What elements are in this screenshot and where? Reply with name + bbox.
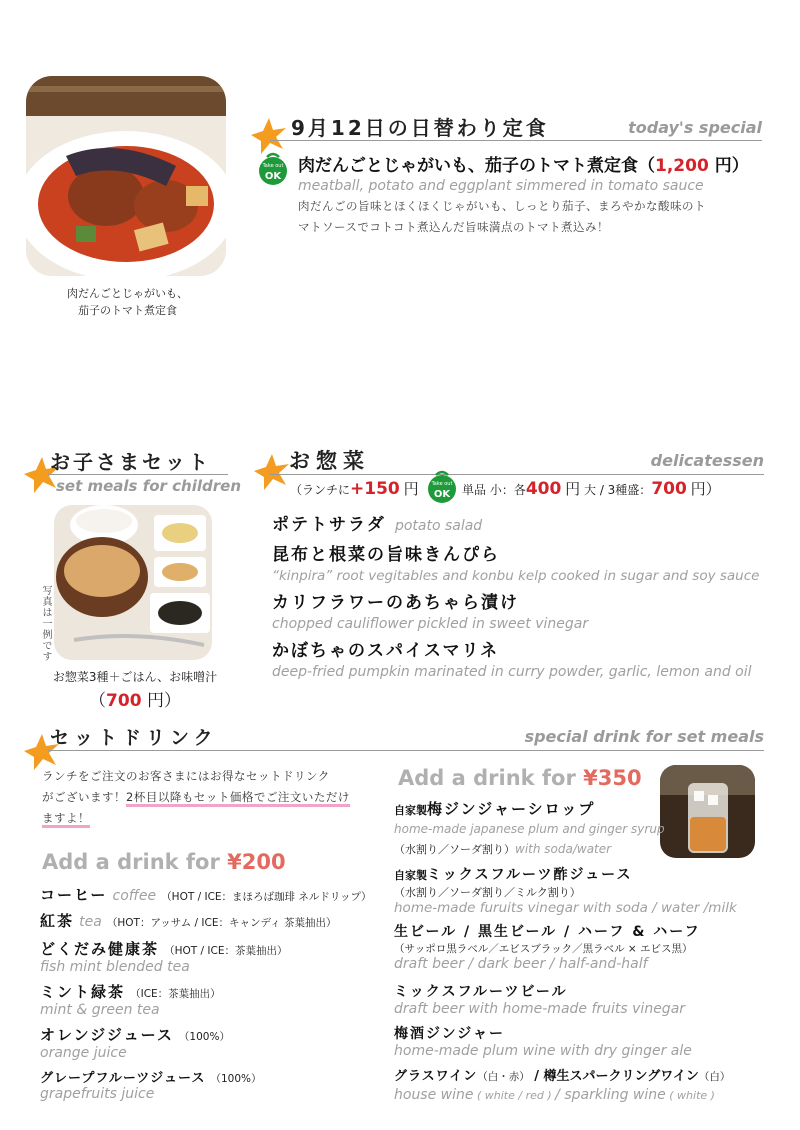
takeout-ok-icon	[427, 469, 457, 505]
drink-note: （水割り／ソーダ割り）	[394, 843, 515, 856]
daily-title: 9月12日の日替わり定食	[291, 116, 549, 140]
deli-price-detail	[462, 478, 721, 499]
list-item	[40, 938, 390, 981]
deli-lunch-prefix: （ランチに	[290, 483, 351, 497]
takeout-ok-icon	[258, 151, 288, 187]
drink-350-list	[394, 798, 774, 1107]
daily-dish-photo	[26, 76, 226, 276]
drinks-intro-line2b: 2杯目以降もセット価格でご注文いただけ	[126, 790, 350, 807]
add-350-price: ¥350	[583, 766, 642, 790]
kids-set-photo	[54, 505, 212, 660]
drink-en-inline: coffee	[112, 888, 157, 904]
list-item	[40, 1024, 390, 1067]
deli-item-en: potato salad	[394, 518, 483, 534]
drink-en: draft beer with home-made fruits vinegar	[394, 1001, 686, 1017]
deli-item-en: deep-fried pumpkin marinated in curry powder, garlic, lemon and oil	[272, 664, 752, 680]
drinks-title-en: special drink for set meals	[524, 727, 764, 746]
daily-desc-line1: 肉だんごの旨味とほくほくじゃがいも、しっとり茄子、まろやかな酸味のト	[298, 199, 706, 213]
kids-title-rule	[48, 474, 228, 475]
drink-note: （サッポロ黒ラベル／エビスブラック／黒ラベル × エビス黒）	[394, 943, 693, 955]
add-200-prefix: Add a drink for	[42, 850, 228, 874]
deli-title-rule	[270, 474, 764, 475]
deli-single-price: 400	[525, 479, 562, 499]
drink-note: （白）	[698, 1071, 731, 1083]
drink-jp: 梅酒ジンジャー	[394, 1026, 506, 1042]
kids-photo-note: 写真は一例です	[40, 585, 51, 662]
list-item	[394, 981, 774, 1023]
drink-jp: コーヒー	[40, 886, 108, 904]
deli-lunch-plus: +150	[350, 479, 400, 499]
star-icon	[249, 116, 289, 156]
daily-dish-name	[298, 151, 749, 176]
takeout-line2: OK	[433, 489, 451, 500]
deli-single-label: 単品 小：各	[462, 483, 526, 497]
drink-jp: ミント緑茶	[40, 983, 126, 1001]
drink-en: / sparkling wine	[555, 1087, 666, 1103]
drink-jp: グラスワイン	[394, 1069, 478, 1084]
drink-en: home-made japanese plum and ginger syrup	[394, 822, 665, 836]
kids-price-open: （	[89, 691, 107, 711]
daily-photo-caption-line1: 肉だんごとじゃがいも、	[67, 287, 188, 300]
list-item	[40, 981, 390, 1024]
list-item	[394, 921, 774, 981]
drink-en-note: ( white / red )	[473, 1089, 556, 1102]
drinks-title-rule	[48, 750, 764, 751]
drink-prefix: 自家製	[394, 869, 427, 882]
deli-item-jp: カリフラワーのあちゃら漬け	[272, 593, 519, 613]
deli-title: お惣菜	[289, 449, 370, 473]
deli-item-en: “kinpira” root vegitables and konbu kelp cooked in sugar and soy sauce	[272, 568, 760, 584]
drink-en: fish mint blended tea	[40, 959, 190, 975]
drink-jp: オレンジジュース	[40, 1026, 174, 1044]
list-item	[40, 1067, 390, 1110]
deli-item-jp: 昆布と根菜の旨味きんぴら	[272, 545, 500, 565]
deli-lunch-yen: 円	[403, 480, 419, 498]
drink-jp: どくだみ健康茶	[40, 940, 160, 958]
list-item	[272, 636, 772, 684]
kids-price-close: 円）	[146, 691, 181, 711]
kids-title: お子さまセット	[50, 450, 211, 474]
add-200-heading	[42, 850, 286, 874]
list-item	[272, 540, 772, 588]
drinks-title: セットドリンク	[50, 727, 218, 749]
drink-note: （100%）	[210, 1073, 262, 1085]
drink-en: draft beer / dark beer / half-and-half	[394, 956, 648, 972]
deli-item-jp: ポテトサラダ	[272, 515, 386, 535]
drink-note: （HOT / ICE：まほろば珈琲 ネルドリップ）	[161, 891, 372, 903]
list-item	[272, 510, 772, 540]
daily-desc-line2: マトソースでコトコト煮込んだ旨味満点のトマト煮込み！	[298, 220, 609, 234]
star-icon	[252, 452, 292, 492]
daily-dish-desc	[298, 196, 706, 238]
drink-note: （HOT / ICE：茶葉抽出）	[164, 945, 288, 957]
drink-en: orange juice	[40, 1045, 127, 1061]
daily-dish-price: 1,200	[655, 156, 709, 176]
drink-jp: ミックスフルーツ酢ジュース	[427, 867, 633, 883]
daily-photo-caption-line2: 茄子のトマト煮定食	[78, 304, 177, 317]
takeout-line2: OK	[264, 171, 282, 182]
deli-title-en: delicatessen	[650, 451, 764, 470]
add-350-prefix: Add a drink for	[398, 766, 584, 790]
list-item	[394, 864, 774, 921]
drink-jp: 生ビール / 黒生ビール / ハーフ & ハーフ	[394, 924, 701, 940]
drink-note: （100%）	[178, 1031, 230, 1043]
add-350-heading	[398, 766, 642, 790]
drinks-intro-line1: ランチをご注文のお客さまにはお得なセットドリンク	[42, 769, 330, 783]
drink-en: home-made furuits vinegar with soda / water /milk	[394, 900, 737, 916]
drink-jp: ミックスフルーツビール	[394, 984, 568, 1000]
deli-item-jp: かぼちゃのスパイスマリネ	[272, 641, 500, 661]
drinks-intro	[42, 766, 350, 829]
list-item	[394, 1065, 774, 1107]
drink-note: （ICE：茶葉抽出）	[130, 988, 221, 1000]
drink-jp: グレープフルーツジュース	[40, 1071, 206, 1086]
drink-200-list	[40, 884, 390, 1110]
drink-en-inline: tea	[79, 914, 102, 930]
daily-title-rule	[270, 140, 762, 141]
drink-en: home-made plum wine with dry ginger ale	[394, 1043, 692, 1059]
takeout-line1: Take out	[431, 481, 453, 487]
kids-price-value: 700	[106, 691, 142, 711]
deli-large-label: 大 / 3種盛：	[584, 483, 652, 497]
deli-single-yen: 円	[565, 480, 581, 498]
drink-note-en: with soda/water	[515, 842, 612, 856]
drink-note: （水割り／ソーダ割り／ミルク割り）	[394, 886, 581, 899]
daily-photo-caption	[30, 285, 225, 319]
drink-note: （白・赤）	[477, 1071, 530, 1083]
drinks-intro-line3: ますよ！	[42, 811, 90, 828]
list-item	[40, 910, 390, 938]
list-item	[272, 588, 772, 636]
list-item	[394, 798, 774, 864]
kids-desc: お惣菜3種＋ごはん、お味噌汁	[52, 670, 218, 684]
daily-dish-yen: 円）	[714, 156, 749, 176]
drink-en: mint & green tea	[40, 1002, 160, 1018]
kids-title-en: set meals for children	[56, 477, 242, 495]
drink-jp: / 樽生スパークリングワイン	[529, 1069, 699, 1084]
deli-large-price: 700	[651, 479, 687, 499]
deli-item-list	[272, 510, 772, 684]
deli-price-line	[290, 478, 419, 499]
drink-en: house wine	[394, 1087, 474, 1103]
drinks-intro-line2a: がございます！	[42, 790, 126, 804]
kids-price	[40, 686, 230, 711]
add-200-price: ¥200	[227, 850, 286, 874]
daily-dish-en: meatball, potato and eggplant simmered in tomato sauce	[298, 178, 704, 194]
drink-prefix: 自家製	[394, 804, 427, 817]
list-item	[40, 884, 390, 910]
deli-large-yen: 円）	[690, 480, 721, 498]
daily-title-en: today's special	[628, 118, 762, 137]
drink-jp: 梅ジンジャーシロップ	[427, 800, 596, 818]
drink-note: （HOT：アッサム / ICE：キャンディ 茶葉抽出）	[106, 917, 337, 929]
drink-en: grapefruits juice	[40, 1086, 155, 1102]
drink-en-note: ( white )	[665, 1089, 715, 1102]
daily-dish-name-text: 肉だんごとじゃがいも、茄子のトマト煮定食（	[298, 156, 655, 176]
deli-item-en: chopped cauliflower pickled in sweet vinegar	[272, 616, 589, 632]
list-item	[394, 1023, 774, 1065]
takeout-line1: Take out	[262, 163, 284, 169]
drink-jp: 紅茶	[40, 912, 75, 930]
